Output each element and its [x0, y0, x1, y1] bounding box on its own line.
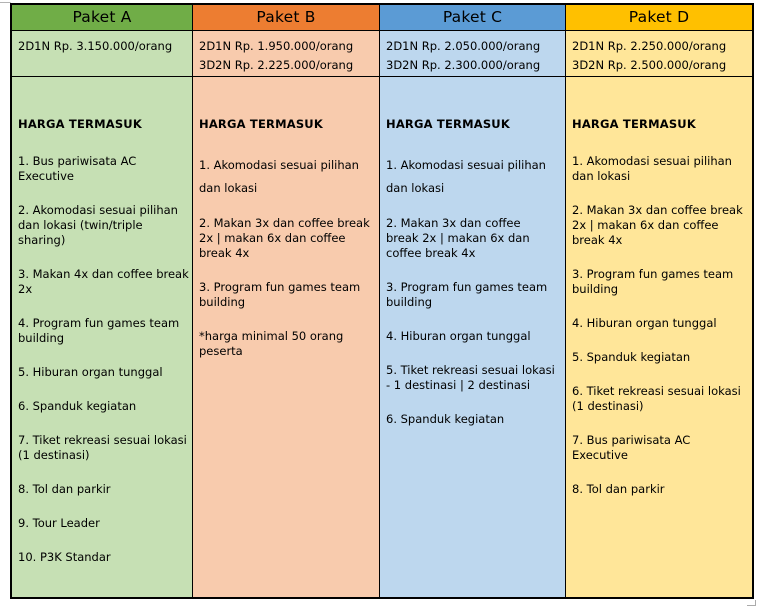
- included-item: 5. Spanduk kegiatan: [572, 350, 691, 364]
- included-item: 4. Hiburan organ tunggal: [572, 316, 717, 330]
- package-title: Paket D: [628, 8, 690, 26]
- included-heading: HARGA TERMASUK: [572, 117, 696, 131]
- included-item: 1. Bus pariwisata AC Executive: [18, 154, 137, 183]
- included-item: 1. Akomodasi sesuai pilihan dan lokasi: [572, 154, 732, 183]
- included-item: 6. Tiket rekreasi sesuai lokasi (1 destinasi): [572, 384, 741, 413]
- included-heading: HARGA TERMASUK: [199, 117, 323, 131]
- included-item: 2. Makan 3x dan coffee break 2x | makan 6x dan coffee break 4x: [572, 203, 743, 247]
- package-body-cell[interactable]: [12, 77, 192, 597]
- package-price-cell[interactable]: [193, 31, 379, 77]
- package-column-paket-b: [192, 5, 379, 597]
- price-line: 2D1N Rp. 2.050.000/orang: [386, 39, 541, 53]
- package-price-cell[interactable]: [566, 31, 752, 77]
- included-item: 7. Bus pariwisata AC Executive: [572, 433, 691, 462]
- included-item: 8. Tol dan parkir: [18, 482, 111, 496]
- included-items: [18, 154, 189, 565]
- included-heading: HARGA TERMASUK: [386, 117, 510, 131]
- price-line: 2D1N Rp. 3.150.000/orang: [18, 39, 173, 53]
- package-body-cell[interactable]: [380, 77, 565, 597]
- price-line: 3D2N Rp. 2.300.000/orang: [386, 58, 541, 72]
- included-item: 8. Tol dan parkir: [572, 482, 665, 496]
- included-item: 5. Hiburan organ tunggal: [18, 365, 163, 379]
- included-item: 4. Hiburan organ tunggal: [386, 329, 531, 343]
- included-item: 4. Program fun games team building: [18, 316, 180, 345]
- package-body-cell[interactable]: [566, 77, 752, 597]
- package-column-paket-d: [565, 5, 752, 597]
- package-column-paket-c: [379, 5, 565, 597]
- package-body-cell[interactable]: [193, 77, 379, 597]
- included-item: 3. Program fun games team building: [572, 267, 734, 296]
- package-title: Paket B: [256, 8, 316, 26]
- included-item: 2. Makan 3x dan coffee break 2x | makan 6x dan coffee break 4x: [386, 216, 530, 260]
- package-title: Paket C: [442, 8, 503, 26]
- package-header-paket-b[interactable]: [193, 5, 379, 31]
- package-header-paket-a[interactable]: [12, 5, 192, 31]
- included-items: [572, 154, 749, 497]
- included-item: 1. Akomodasi sesuai pilihan dan lokasi: [199, 158, 359, 195]
- included-items: [386, 154, 556, 427]
- package-price-cell[interactable]: [12, 31, 192, 77]
- included-item: 1. Akomodasi sesuai pilihan dan lokasi: [386, 158, 546, 195]
- included-item: 2. Akomodasi sesuai pilihan dan lokasi (twin/triple sharing): [18, 203, 178, 247]
- package-price-cell[interactable]: [380, 31, 565, 77]
- included-item: 9. Tour Leader: [18, 516, 100, 530]
- price-line: 2D1N Rp. 2.250.000/orang: [572, 39, 727, 53]
- included-item: 10. P3K Standar: [18, 550, 111, 564]
- package-header-paket-c[interactable]: [380, 5, 565, 31]
- included-item: 6. Spanduk kegiatan: [386, 412, 505, 426]
- pricing-table: [10, 3, 754, 599]
- included-item: 3. Program fun games team building: [199, 280, 361, 309]
- included-item: 3. Program fun games team building: [386, 280, 548, 309]
- included-item: 6. Spanduk kegiatan: [18, 399, 137, 413]
- package-header-paket-d[interactable]: [566, 5, 752, 31]
- package-title: Paket A: [72, 8, 132, 26]
- included-item: 2. Makan 3x dan coffee break 2x | makan 6x dan coffee break 4x: [199, 216, 370, 260]
- price-line: 3D2N Rp. 2.225.000/orang: [199, 58, 354, 72]
- included-items: [199, 154, 376, 359]
- price-line: 2D1N Rp. 1.950.000/orang: [199, 39, 354, 53]
- package-note: *harga minimal 50 orang peserta: [199, 329, 344, 358]
- included-item: 5. Tiket rekreasi sesuai lokasi - 1 destinasi | 2 destinasi: [386, 363, 555, 392]
- price-line: 3D2N Rp. 2.500.000/orang: [572, 58, 727, 72]
- table-resize-mark: [747, 600, 756, 606]
- included-item: 7. Tiket rekreasi sesuai lokasi (1 destinasi): [18, 433, 187, 462]
- package-column-paket-a: [12, 5, 192, 597]
- included-item: 3. Makan 4x dan coffee break 2x: [18, 267, 189, 296]
- included-heading: HARGA TERMASUK: [18, 117, 142, 131]
